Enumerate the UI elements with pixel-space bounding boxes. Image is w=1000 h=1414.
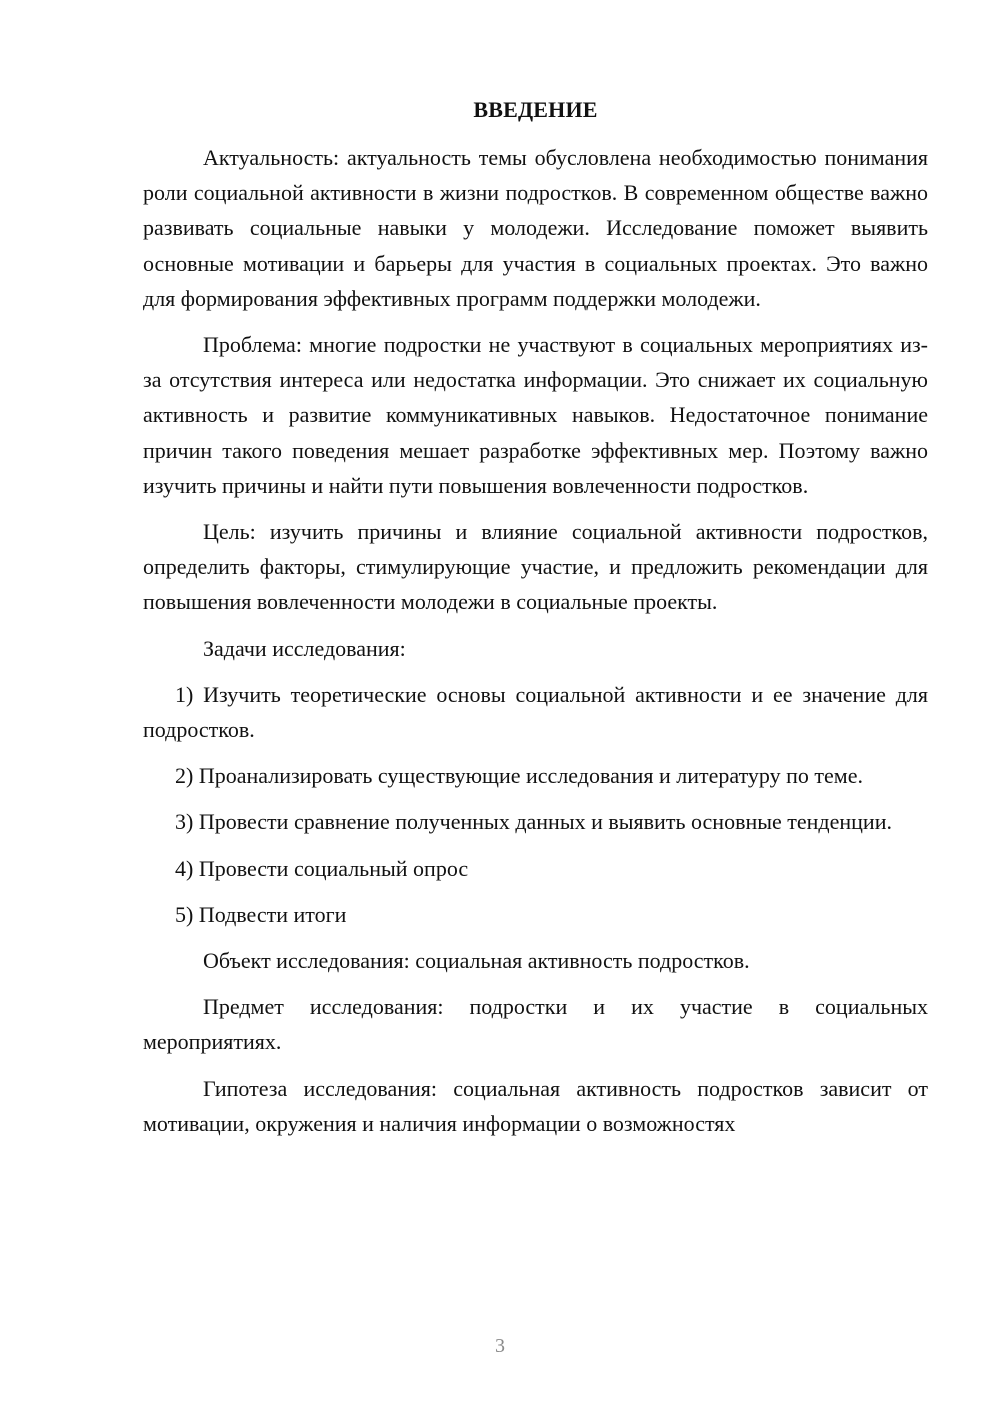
page-title: ВВЕДЕНИЕ [473,97,598,122]
object-paragraph: Объект исследования: социальная активность подростков. [203,948,750,974]
task-item-3: 3) Провести сравнение полученных данных и выявить основные тенденции. [175,809,892,835]
problem-paragraph: Проблема: многие подростки не участвуют в социальных мероприятиях из-за отсутствия интереса или недостатка информации. Это снижает их социальную активность и развитие коммуникативных навыков. Недостаточное понимание причин такого поведения мешает разработке эффективных мер. Поэтому важно изучить причины и найти пути повышения вовлеченности подростков. [143,332,928,498]
tasks-heading: Задачи исследования: [203,635,406,661]
page-content [143,94,928,1152]
tasks-list [143,677,928,932]
task-item-4: 4) Провести социальный опрос [175,855,469,881]
page-number: 3 [495,1335,505,1357]
task-item-1: 1) Изучить теоретические основы социальной активности и ее значение для подростков. [143,681,928,743]
task-item-5: 5) Подвести итоги [175,901,347,927]
goal-paragraph: Цель: изучить причины и влияние социальной активности подростков, определить факторы, стимулирующие участие, и предложить рекомендации для повышения вовлеченности молодежи в социальные проекты. [143,519,928,615]
hypothesis-paragraph: Гипотеза исследования: социальная активность подростков зависит от мотивации, окружения и наличия информации о возможностях [143,1075,928,1136]
subject-paragraph: Предмет исследования: подростки и их участие в социальных мероприятиях. [143,994,928,1055]
task-item-2: 2) Проанализировать существующие исследования и литературу по теме. [175,763,863,789]
relevance-paragraph: Актуальность: актуальность темы обусловлена необходимостью понимания роли социальной активности в жизни подростков. В современном обществе важно развивать социальные навыки у молодежи. Исследование поможет выявить основные мотивации и барьеры для участия в социальных проектах. Это важно для формирования эффективных программ поддержки молодежи. [143,145,928,311]
